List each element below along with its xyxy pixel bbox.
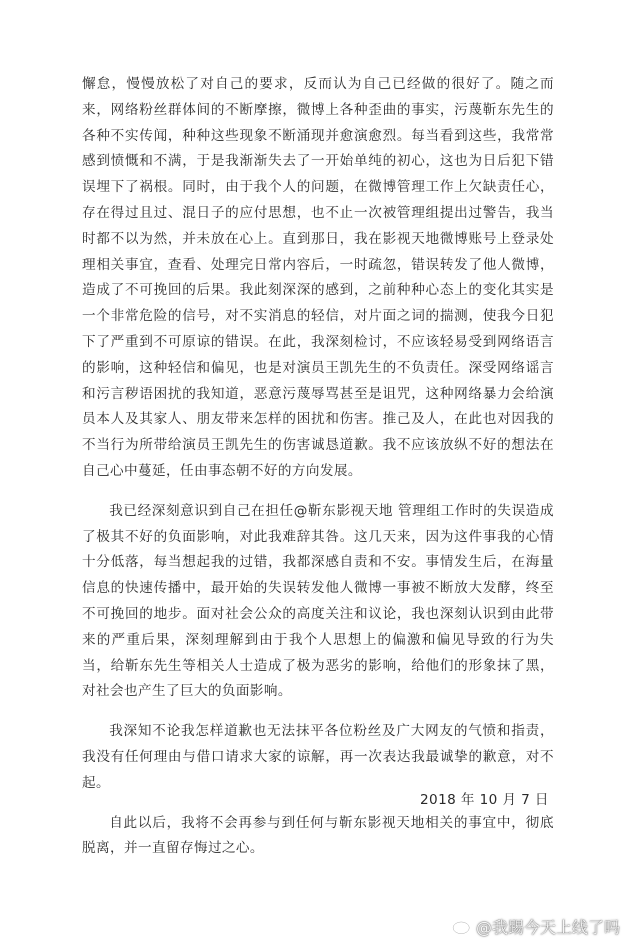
paragraph-3: 我深知不论我怎样道歉也无法抹平各位粉丝及广大网友的气愤和指责，我没有任何理由与借口请求大家的谅解，再一次表达我最诚挚的歉意，对不起。 — [82, 723, 554, 791]
weibo-logo-icon — [452, 917, 474, 935]
letter-date: 2018 年 10 月 7 日 — [420, 792, 549, 808]
paragraph-4: 自此以后，我将不会再参与到任何与靳东影视天地相关的事宜中，彻底脱离，并一直留存悔过之心。 — [82, 814, 554, 857]
weibo-watermark — [452, 913, 620, 939]
paragraph-1: 懈怠，慢慢放松了对自己的要求，反而认为自己已经做的很好了。随之而来，网络粉丝群体间的不断摩擦，微博上各种歪曲的事实，污蔑靳东先生的各种不实传闻，种种这些现象不断涌现并愈演愈烈。每当看到这些，我常常感到愤慨和不满，于是我渐渐失去了一开始单纯的初心，这也为日后犯下错误埋下了祸根。同时，由于我个人的问题，在微博管理工作上欠缺责任心，存在得过且过、混日子的应付思想，也不止一次被管理组提出过警告，我当时都不以为然，并未放在心上。直到那日，我在影视天地微博账号上登录处理相关事宜，查看、处理完日常内容后，一时疏忽，错误转发了他人微博，造成了不可挽回的后果。我此刻深深的感到，之前种种心态上的变化其实是一个非常危险的信号，对不实消息的轻信，对片面之词的揣测，使我今日犯下了严重到不可原谅的错误。在此，我深刻检讨，不应该轻易受到网络语言的影响，这种轻信和偏见，也是对演员王凯先生的不负责任。深受网络谣言和污言秽语困扰的我知道，恶意污蔑辱骂甚至是诅咒，这种网络暴力会给演员本人及其家人、朋友带来怎样的困扰和伤害。推己及人，在此也对因我的不当行为所带给演员王凯先生的伤害诚恳道歉。我不应该放纵不好的想法在自己心中蔓延，任由事态朝不好的方向发展。 — [82, 76, 554, 479]
paragraph-2: 我已经深刻意识到自己在担任@靳东影视天地 管理组工作时的失误造成了极其不好的负面影响，对此我难辞其咎。这几天来，因为这件事我的心情十分低落，每当想起我的过错，我都深感自责和不安。事情发生后，在海量信息的快速传播中，最开始的失误转发他人微博一事被不断放大发酵，终至不可挽回的地步。面对社会公众的高度关注和议论，我也深刻认识到由此带来的严重后果，深刻理解到由于我个人思想上的偏激和偏见导致的行为失当，给靳东先生等相关人士造成了极为恶劣的影响，给他们的形象抹了黑，对社会也产生了巨大的负面影响。 — [82, 502, 554, 700]
letter-body — [82, 72, 554, 862]
watermark-text: @我踢今天上线了吗 — [475, 917, 620, 937]
